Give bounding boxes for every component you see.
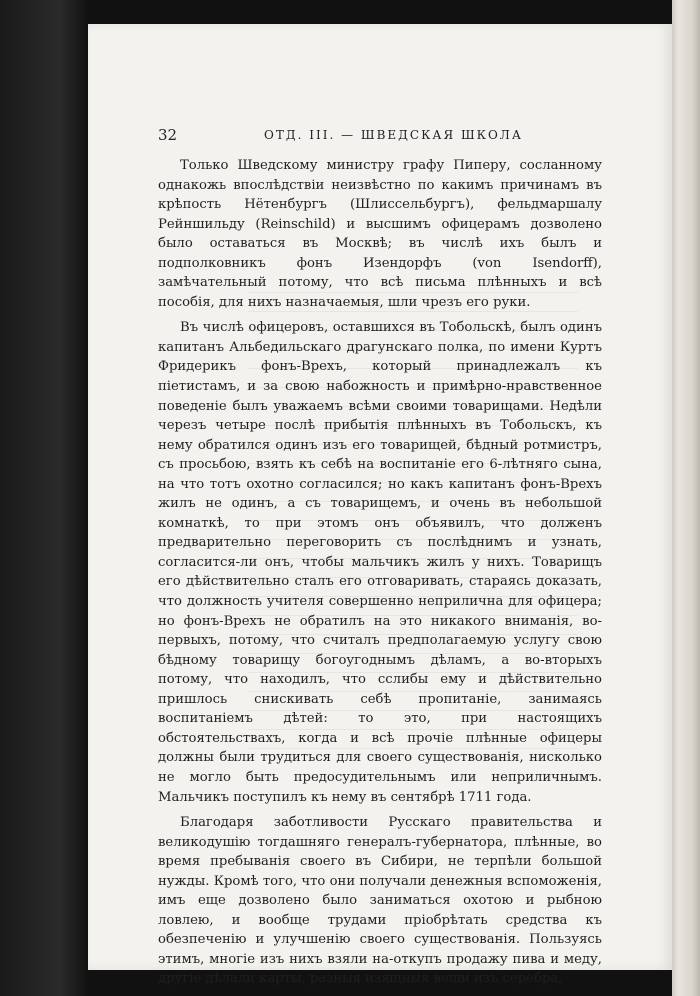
page-header — [158, 126, 588, 146]
paragraph-3: Благодаря заботливости Русскаго правительства и великодушію тогдашняго генералъ-губернатора, плѣнные, во время пребыванія своего въ Сибири, не терпѣли большой нужды. Кромѣ того, что они получали денежныя вспоможенія, имъ еще дозволено было заниматься охотою и рыбною ловлею, и вообще трудами пріобрѣтать средства къ обезпеченію и улучшенію своего существованія. Пользуясь этимъ, многіе изъ нихъ взяли на-откупъ продажу пива и меду, другіе дѣлали карты, разныя изящныя вещи изъ серебра, — [158, 815, 602, 987]
paragraph-2: Въ числѣ офицеровъ, оставшихся въ Тобольскѣ, былъ одинъ капитанъ Альбедильскаго драгунскаго полка, по имени Куртъ Фридерикъ фонъ-Врехъ, который принадлежалъ къ піетистамъ, и за свою набожность и примѣрно-нравственное поведеніе былъ уважаемъ всѣми своими товарищами. Недѣли черезъ четыре послѣ прибытія плѣнныхъ въ Тобольскъ, къ нему обратился одинъ изъ его товарищей, бѣдный ротмистръ, съ просьбою, взять къ себѣ на воспитаніе его 6-лѣтняго сына, на что тотъ охотно согласился; но какъ капитанъ фонъ-Врехъ жилъ не одинъ, а съ товарищемъ, и очень въ небольшой комнаткѣ, то при этомъ онъ объявилъ, что долженъ предварительно переговорить съ послѣднимъ и узнать, согласится-ли онъ, чтобы мальчикъ жилъ у нихъ. Товарищъ его дѣйствительно сталъ его отговаривать, стараясь доказать, что должность учителя совершенно неприлична для офицера; но фонъ-Врехъ не обратилъ на это никакого вниманія, во-первыхъ, потому, что считалъ предполагаемую услугу свою бѣдному товарищу богоугоднымъ дѣламъ, а во-вторыхъ потому, что находилъ, что сслибы ему и дѣйствительно пришлось снискивать себѣ пропитаніе, занимаясь воспитаніемъ дѣтей: то это, при настоящихъ обстоятельствахъ, когда и всѣ прочіе плѣнные офицеры должны были трудиться для своего существованія, нисколько не могло быть предосудительнымъ или неприличнымъ. Мальчикъ поступилъ къ нему въ сентябрѣ 1711 года. — [158, 320, 602, 805]
book-page — [88, 24, 672, 987]
page-number: 32 — [158, 126, 178, 144]
running-head: ОТД. III. — ШВЕДСКАЯ ШКОЛА — [264, 128, 523, 142]
adjacent-page-edge — [672, 0, 700, 996]
body-text — [158, 156, 602, 989]
paragraph-1: Только Шведскому министру графу Пиперу, сосланному однакожь впослѣдствіи неизвѣстно по какимъ причинамъ въ крѣпость Нётенбургъ (Шлиссельбургъ), фельдмаршалу Рейншильду (Reinschild) и высшимъ офицерамъ дозволено было оставаться въ Москвѣ; въ числѣ ихъ былъ и подполковникъ фонъ Изендорфъ (von Isendorff), замѣчательный потому, что всѣ письма плѣнныхъ и всѣ пособія, для нихъ назначаемыя, шли чрезъ его руки. — [158, 158, 602, 310]
